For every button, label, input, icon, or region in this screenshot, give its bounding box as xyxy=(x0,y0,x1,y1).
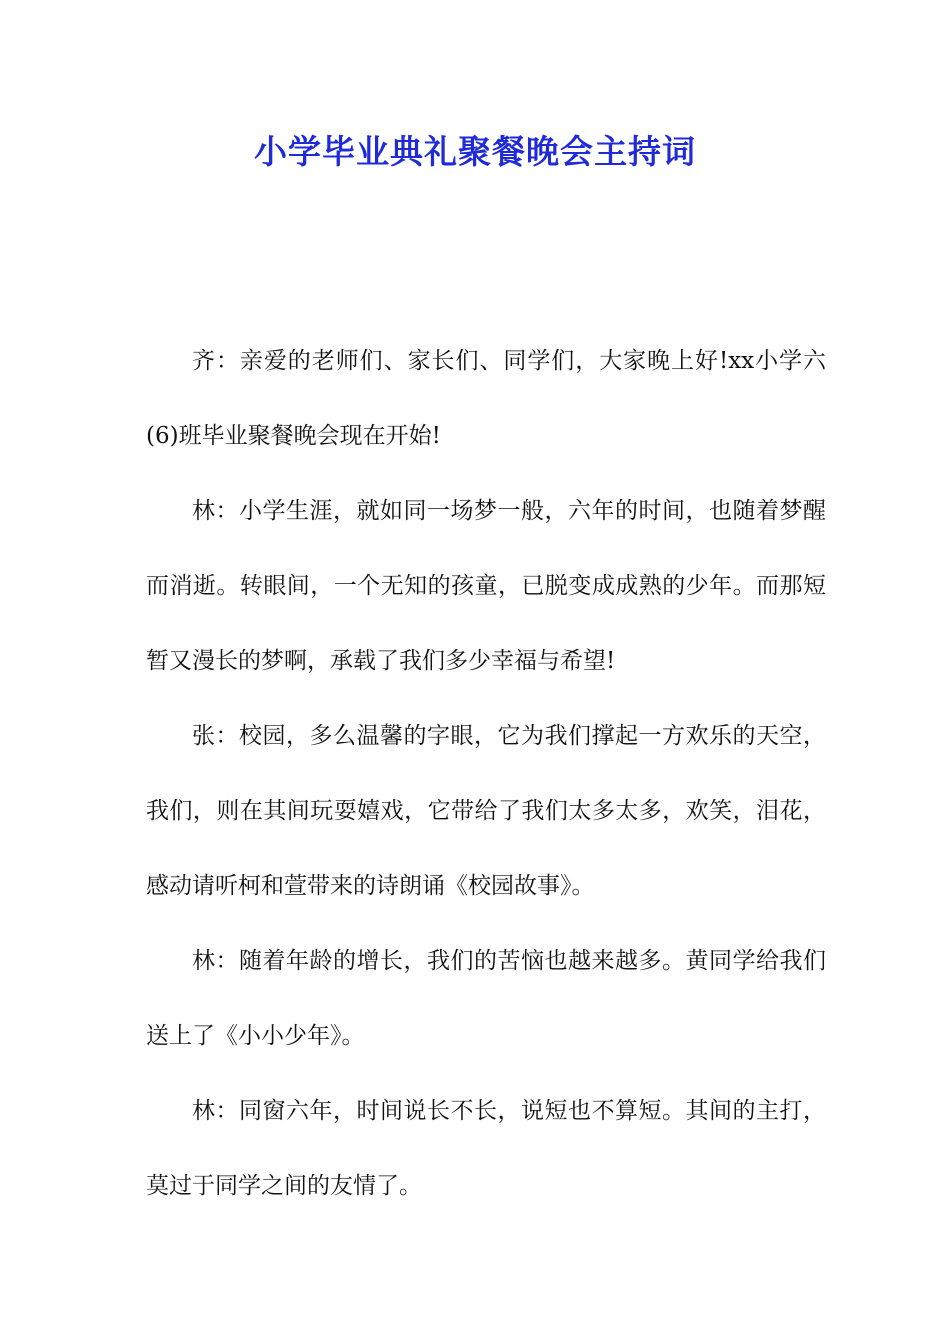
document-body xyxy=(146,324,826,1224)
paragraph-3: 张：校园，多么温馨的字眼，它为我们撑起一方欢乐的天空，我们，则在其间玩耍嬉戏，它带给了我们太多太多，欢笑，泪花，感动请听柯和萱带来的诗朗诵《校园故事》。 xyxy=(146,723,826,899)
document-title: 小学毕业典礼聚餐晚会主持词 xyxy=(254,132,696,171)
paragraph-2: 林：小学生涯，就如同一场梦一般，六年的时间，也随着梦醒而消逝。转眼间，一个无知的孩童，已脱变成成熟的少年。而那短暂又漫长的梦啊，承载了我们多少幸福与希望! xyxy=(146,498,826,674)
paragraph-4: 林：随着年龄的增长，我们的苦恼也越来越多。黄同学给我们送上了《小小少年》。 xyxy=(146,948,826,1049)
paragraph-5: 林：同窗六年，时间说长不长，说短也不算短。其间的主打，莫过于同学之间的友情了。 xyxy=(146,1098,826,1199)
paragraph-1: 齐：亲爱的老师们、家长们、同学们，大家晚上好!xx小学六(6)班毕业聚餐晚会现在开始! xyxy=(146,348,826,449)
